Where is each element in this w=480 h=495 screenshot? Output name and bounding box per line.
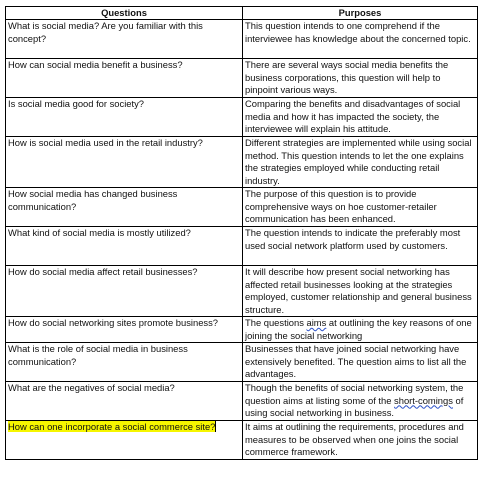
question-cell[interactable]: Is social media good for society? <box>6 98 243 137</box>
table-row <box>6 59 478 98</box>
question-cell[interactable]: What is social media? Are you familiar with this concept? <box>6 20 243 59</box>
table-row <box>6 227 478 266</box>
purpose-cell[interactable]: The purpose of this question is to provide comprehensive ways on hoe customer-retailer communication has been enhanced. <box>243 188 478 227</box>
table-header-row <box>6 7 478 20</box>
grammar-flagged-word[interactable]: aims <box>306 317 327 328</box>
questions-purposes-table <box>5 6 478 460</box>
question-cell[interactable]: How do social networking sites promote business? <box>6 317 243 343</box>
purpose-cell[interactable]: This question intends to one comprehend if the interviewee has knowledge about the concerned topic. <box>243 20 478 59</box>
table-row <box>6 317 478 343</box>
purpose-cell[interactable] <box>243 317 478 343</box>
purpose-cell[interactable]: Comparing the benefits and disadvantages of social media and how it has impacted the society, the interviewee will explain his attitude. <box>243 98 478 137</box>
question-cell[interactable] <box>6 421 243 460</box>
highlighted-question-text[interactable]: How can one incorporate a social commerce site? <box>8 421 216 432</box>
purpose-cell[interactable]: There are several ways social media benefits the business corporations, this question will help to pinpoint various ways. <box>243 59 478 98</box>
purpose-cell[interactable]: It aims at outlining the requirements, procedures and measures to be observed when one joins the social commerce framework. <box>243 421 478 460</box>
purpose-text: at outlining the key reasons of one joining the social networking <box>245 317 472 341</box>
purpose-text: Though the benefits of social networking system, the question aims at listing some of the <box>245 382 464 406</box>
question-cell[interactable]: What kind of social media is mostly utilized? <box>6 227 243 266</box>
purpose-cell[interactable] <box>243 382 478 421</box>
text-cursor <box>215 421 216 432</box>
purpose-cell[interactable]: Different strategies are implemented while using social method. This question intends to let the one explains the strategies employed while conducting retail industry. <box>243 137 478 188</box>
question-cell[interactable]: What is the role of social media in business communication? <box>6 343 243 382</box>
purpose-cell[interactable]: It will describe how present social networking has affected retail businesses looking at the strategies employed, customer relationship and general business structure. <box>243 266 478 317</box>
table-row <box>6 343 478 382</box>
header-purposes: Purposes <box>243 7 478 20</box>
question-cell[interactable]: How can social media benefit a business? <box>6 59 243 98</box>
table-row <box>6 20 478 59</box>
purpose-text: The questions <box>245 317 307 328</box>
purpose-cell[interactable]: Businesses that have joined social networking have extensively benefited. The question aims to list all the advantages. <box>243 343 478 382</box>
table-row <box>6 98 478 137</box>
question-cell[interactable]: How social media has changed business communication? <box>6 188 243 227</box>
header-questions: Questions <box>6 7 243 20</box>
table-row <box>6 188 478 227</box>
table-row <box>6 266 478 317</box>
table-row <box>6 421 478 460</box>
table-row <box>6 382 478 421</box>
purpose-text: of using social networking in business. <box>245 394 464 418</box>
document-page <box>5 6 478 460</box>
purpose-cell[interactable]: The question intends to indicate the preferably most used social network platform used by customers. <box>243 227 478 266</box>
question-cell[interactable]: How do social media affect retail businesses? <box>6 266 243 317</box>
table-row <box>6 137 478 188</box>
question-cell[interactable]: How is social media used in the retail industry? <box>6 137 243 188</box>
question-cell[interactable]: What are the negatives of social media? <box>6 382 243 421</box>
grammar-flagged-word[interactable]: short-comings <box>394 394 453 406</box>
